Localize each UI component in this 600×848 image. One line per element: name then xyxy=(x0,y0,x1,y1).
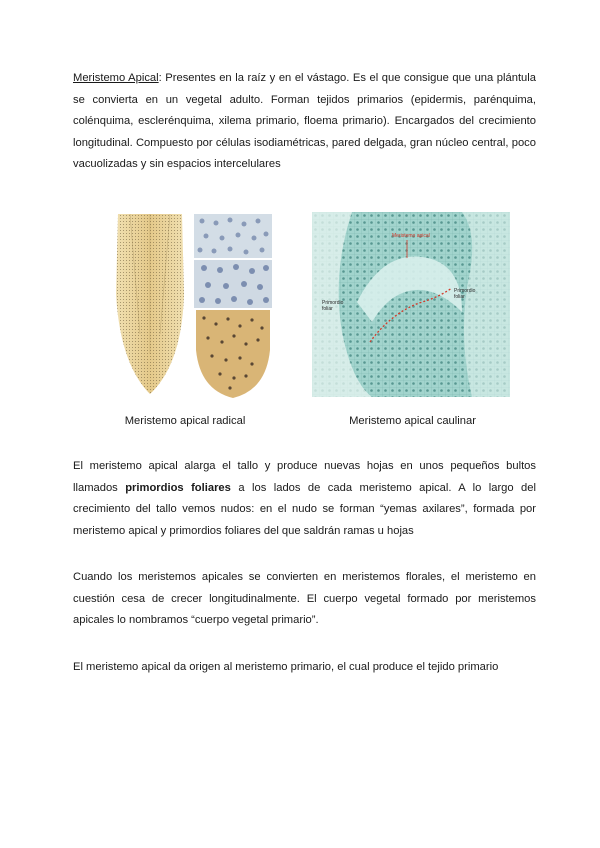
paragraph-text: : Presentes en la raíz y en el vástago. Es el que consigue que una plántula se convierta en un vegetal adulto. Forman tejidos primarios (epidermis, parénquima, colénquima, esclerénquima, xilema primario, floema primario). Encargados del crecimiento longitudinal. Compuesto por células isodiamétricas, pared delgada, gran núcleo central, poco vacuolizadas y sin espacios intercelulares xyxy=(73,72,536,170)
root-cells-micrograph-middle xyxy=(194,260,272,308)
label-foliar-left: foliar xyxy=(322,306,333,312)
root-cells-micrograph-top xyxy=(194,214,272,258)
label-foliar-right: foliar xyxy=(454,294,465,300)
paragraph-primary-meristem: El meristemo apical da origen al meristemo primario, el cual produce el tejido primario xyxy=(73,661,499,673)
root-tip-illustration xyxy=(110,214,190,396)
root-tip-micrograph xyxy=(194,310,272,398)
label-meristemo-apical: Meristemo apical xyxy=(392,233,430,239)
caption-shoot-meristem: Meristemo apical caulinar xyxy=(349,415,476,427)
term-primordios-foliares: primordios foliares xyxy=(125,481,231,494)
paragraph-text-after: a los lados de cada meristemo apical. A lo largo del crecimiento del tallo vemos nudos: en el nudo se forman “yemas axilares”, formada por meristemo apical y primordios foliares del que saldrán ramas u hojas xyxy=(73,481,536,537)
label-primordio-right: Primordio xyxy=(454,288,476,294)
shoot-apex-micrograph xyxy=(312,212,510,397)
caption-root-meristem: Meristemo apical radical xyxy=(124,415,246,427)
paragraph-text-before: El meristemo apical alarga el tallo y produce nuevas hojas en unos pequeños bultos llamados xyxy=(73,460,536,494)
paragraph-apical-meristem xyxy=(73,68,536,176)
label-primordio-left: Primordio xyxy=(322,300,344,306)
term-meristemo-apical: Meristemo Apical xyxy=(73,72,159,84)
paragraph-leaf-primordia xyxy=(73,456,536,542)
paragraph-floral-meristems: Cuando los meristemos apicales se convierten en meristemos florales, el meristemo en cuestión cesa de crecer longitudinalmente. El cuerpo vegetal formado por meristemos apicales lo nombramos “cuerpo vegetal primario”. xyxy=(73,571,536,626)
